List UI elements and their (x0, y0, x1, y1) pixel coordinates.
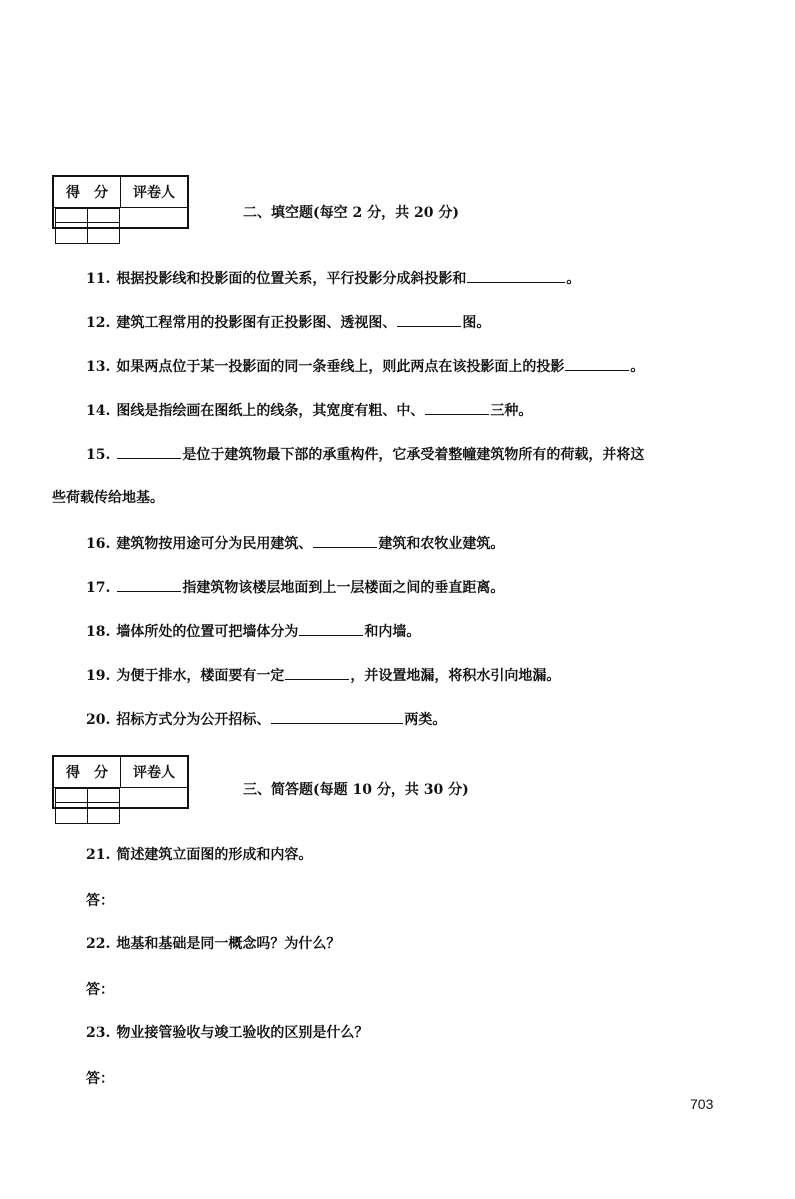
question-text-after: 是位于建筑物最下部的承重构件，它承受着整幢建筑物所有的荷载，并将这 (182, 447, 645, 463)
score-cell (56, 789, 88, 824)
question-text: 地基和基础是同一概念吗？为什么？ (116, 936, 341, 952)
score-box-section3 (52, 755, 189, 809)
question-14 (86, 400, 745, 421)
question-number: 21. (86, 847, 111, 863)
question-text: 如果两点位于某一投影面的同一条垂线上，则此两点在该投影面上的投影 (116, 359, 565, 375)
question-number: 18. (86, 624, 111, 640)
question-21 (86, 845, 745, 865)
question-22 (86, 934, 745, 954)
question-text: 图线是指绘画在图纸上的线条，其宽度有粗、中、 (116, 403, 425, 419)
answer-blank[interactable] (117, 577, 181, 592)
section3-title: 三、简答题(每题 10 分，共 30 分) (243, 782, 469, 798)
question-text-after: 两类。 (404, 712, 447, 728)
question-text: 建筑工程常用的投影图有正投影图、透视图、 (116, 315, 397, 331)
question-number: 17. (86, 580, 111, 596)
question-text: 简述建筑立面图的形成和内容。 (116, 847, 313, 863)
question-17 (86, 577, 745, 598)
score-label: 得 分 (53, 176, 121, 208)
score-cell (56, 209, 88, 244)
question-number: 12. (86, 315, 111, 331)
question-number: 22. (86, 936, 111, 952)
question-number: 16. (86, 536, 111, 552)
question-15 (86, 444, 745, 465)
answer-blank[interactable] (271, 709, 403, 724)
grader-cell (87, 789, 119, 824)
question-number: 14. (86, 403, 111, 419)
question-text-after: 和内墙。 (364, 624, 421, 640)
question-11 (86, 268, 745, 289)
question-13 (86, 356, 745, 377)
answer-blank[interactable] (285, 665, 349, 680)
question-text: 根据投影线和投影面的位置关系，平行投影分成斜投影和 (116, 271, 467, 287)
question-text-after: 。 (630, 359, 645, 375)
question-text: 招标方式分为公开招标、 (116, 712, 271, 728)
question-number: 11. (86, 271, 111, 287)
question-text-after: 。 (566, 271, 581, 287)
grader-cell (87, 209, 119, 244)
question-20 (86, 709, 745, 730)
question-text-after: 图。 (462, 315, 491, 331)
answer-blank[interactable] (565, 356, 629, 371)
question-text: 墙体所处的位置可把墙体分为 (116, 624, 299, 640)
question-19 (86, 665, 745, 686)
answer-blank[interactable] (467, 268, 565, 283)
question-text-after: 建筑和农牧业建筑。 (378, 536, 505, 552)
question-number: 13. (86, 359, 111, 375)
question-text-after: 三种。 (490, 403, 533, 419)
question-text: 建筑物按用途可分为民用建筑、 (116, 536, 313, 552)
question-number: 15. (86, 447, 111, 463)
question-number: 23. (86, 1025, 111, 1041)
question-23 (86, 1023, 745, 1043)
answer-label: 答： (86, 1071, 114, 1087)
answer-blank[interactable] (117, 444, 181, 459)
score-box-section2 (52, 175, 189, 229)
question-text: 为便于排水，楼面要有一定 (116, 668, 285, 684)
answer-blank[interactable] (299, 621, 363, 636)
question-text-after: 指建筑物该楼层地面到上一层楼面之间的垂直距离。 (182, 580, 505, 596)
question-number: 20. (86, 712, 111, 728)
score-label: 得 分 (53, 756, 121, 788)
question-16 (86, 533, 745, 554)
question-12 (86, 312, 745, 333)
question-18 (86, 621, 745, 642)
answer-blank[interactable] (397, 312, 461, 327)
question-15-continuation: 些荷载传给地基。 (52, 490, 164, 506)
grader-label: 评卷人 (121, 756, 189, 788)
question-number: 19. (86, 668, 111, 684)
answer-blank[interactable] (313, 533, 377, 548)
question-text-after: ，并设置地漏，将积水引向地漏。 (350, 668, 561, 684)
answer-label: 答： (86, 893, 114, 909)
answer-label: 答： (86, 982, 114, 998)
question-text: 物业接管验收与竣工验收的区别是什么？ (116, 1025, 369, 1041)
grader-label: 评卷人 (121, 176, 189, 208)
page-number: 703 (690, 1096, 714, 1112)
answer-blank[interactable] (425, 400, 489, 415)
section2-title: 二、填空题(每空 2 分，共 20 分) (243, 205, 459, 221)
